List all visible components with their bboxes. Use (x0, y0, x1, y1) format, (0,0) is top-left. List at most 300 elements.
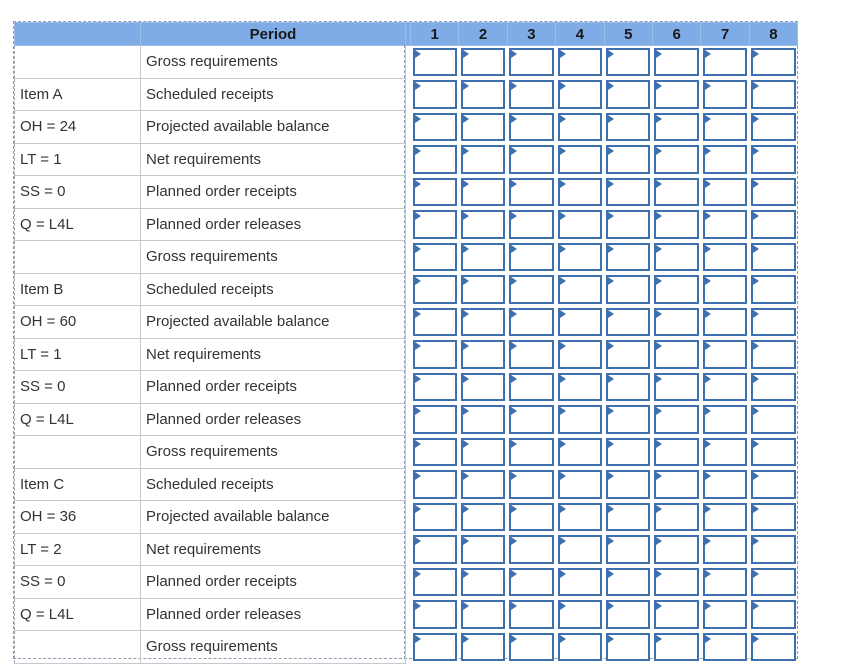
period-5-cell (604, 598, 652, 631)
period-8-cell (749, 273, 797, 306)
answer-input[interactable] (606, 373, 650, 402)
answer-input[interactable] (751, 80, 795, 109)
period-3-header: 3 (507, 23, 555, 46)
period-1-cell (411, 631, 459, 664)
answer-input[interactable] (703, 600, 747, 629)
period-5-cell (604, 273, 652, 306)
answer-input[interactable] (703, 340, 747, 369)
answer-input[interactable] (509, 145, 553, 174)
period-3-cell (507, 436, 555, 469)
answer-input[interactable] (413, 633, 457, 662)
answer-input[interactable] (509, 308, 553, 337)
period-4-cell (556, 533, 604, 566)
answer-input[interactable] (558, 145, 602, 174)
period-4-cell (556, 111, 604, 144)
answer-input[interactable] (606, 48, 650, 76)
period-7-cell (701, 533, 749, 566)
period-4-cell (556, 273, 604, 306)
answer-input[interactable] (654, 568, 698, 597)
table-row (15, 403, 798, 436)
answer-input[interactable] (461, 373, 505, 402)
answer-input[interactable] (606, 568, 650, 597)
answer-input[interactable] (703, 113, 747, 142)
period-5-cell (604, 468, 652, 501)
answer-input[interactable] (509, 48, 553, 76)
answer-input[interactable] (606, 243, 650, 272)
answer-input[interactable] (558, 210, 602, 239)
answer-input[interactable] (654, 308, 698, 337)
answer-input[interactable] (558, 243, 602, 272)
row-label: Planned order releases (141, 208, 406, 241)
answer-input[interactable] (413, 373, 457, 402)
table-row (15, 46, 798, 79)
answer-input[interactable] (703, 308, 747, 337)
answer-input[interactable] (461, 308, 505, 337)
period-7-cell (701, 46, 749, 79)
row-label: Planned order receipts (141, 176, 406, 209)
table-row (15, 143, 798, 176)
period-8-cell (749, 111, 797, 144)
row-label: Planned order receipts (141, 566, 406, 599)
answer-input[interactable] (751, 145, 795, 174)
answer-input[interactable] (509, 373, 553, 402)
period-6-cell (652, 111, 700, 144)
answer-input[interactable] (703, 470, 747, 499)
table-row (15, 566, 798, 599)
period-8-cell (749, 46, 797, 79)
answer-input[interactable] (413, 275, 457, 304)
period-3-cell (507, 176, 555, 209)
table-row (15, 371, 798, 404)
period-5-cell (604, 143, 652, 176)
period-5-cell (604, 403, 652, 436)
answer-input[interactable] (703, 633, 747, 662)
answer-input[interactable] (751, 48, 795, 76)
period-1-cell (411, 533, 459, 566)
answer-input[interactable] (654, 178, 698, 207)
answer-input[interactable] (654, 210, 698, 239)
period-4-cell (556, 338, 604, 371)
period-3-cell (507, 501, 555, 534)
answer-input[interactable] (751, 633, 795, 662)
period-5-cell (604, 533, 652, 566)
answer-input[interactable] (654, 113, 698, 142)
answer-input[interactable] (558, 405, 602, 434)
period-4-cell (556, 241, 604, 274)
item-info-cell: LT = 2 (15, 533, 141, 566)
answer-input[interactable] (509, 210, 553, 239)
answer-input[interactable] (461, 600, 505, 629)
answer-input[interactable] (461, 145, 505, 174)
period-2-cell (459, 501, 507, 534)
item-info-cell: SS = 0 (15, 566, 141, 599)
answer-input[interactable] (654, 80, 698, 109)
period-3-cell (507, 631, 555, 664)
answer-input[interactable] (751, 308, 795, 337)
answer-input[interactable] (654, 405, 698, 434)
period-4-cell (556, 631, 604, 664)
row-label: Gross requirements (141, 241, 406, 274)
period-2-cell (459, 176, 507, 209)
mrp-table (14, 22, 798, 664)
period-2-cell (459, 533, 507, 566)
period-3-cell (507, 241, 555, 274)
item-info-cell (15, 46, 141, 79)
period-1-cell (411, 566, 459, 599)
answer-input[interactable] (509, 113, 553, 142)
answer-input[interactable] (413, 210, 457, 239)
period-6-cell (652, 566, 700, 599)
answer-input[interactable] (461, 535, 505, 564)
answer-input[interactable] (461, 210, 505, 239)
period-4-cell (556, 306, 604, 339)
row-label: Planned order receipts (141, 371, 406, 404)
row-label: Scheduled receipts (141, 78, 406, 111)
answer-input[interactable] (751, 535, 795, 564)
answer-input[interactable] (751, 210, 795, 239)
answer-input[interactable] (509, 600, 553, 629)
period-2-cell (459, 338, 507, 371)
answer-input[interactable] (461, 243, 505, 272)
answer-input[interactable] (751, 503, 795, 532)
period-1-cell (411, 78, 459, 111)
row-label: Gross requirements (141, 436, 406, 469)
answer-input[interactable] (461, 568, 505, 597)
answer-input[interactable] (413, 243, 457, 272)
period-7-cell (701, 598, 749, 631)
answer-input[interactable] (654, 275, 698, 304)
period-1-cell (411, 111, 459, 144)
answer-input[interactable] (654, 340, 698, 369)
period-8-cell (749, 208, 797, 241)
answer-input[interactable] (509, 340, 553, 369)
answer-input[interactable] (606, 535, 650, 564)
period-1-header: 1 (411, 23, 459, 46)
answer-input[interactable] (461, 405, 505, 434)
row-label: Gross requirements (141, 631, 406, 664)
answer-input[interactable] (751, 243, 795, 272)
answer-input[interactable] (654, 633, 698, 662)
answer-input[interactable] (509, 178, 553, 207)
answer-input[interactable] (413, 145, 457, 174)
answer-input[interactable] (461, 470, 505, 499)
period-7-cell (701, 306, 749, 339)
answer-input[interactable] (413, 48, 457, 76)
answer-input[interactable] (558, 600, 602, 629)
period-1-cell (411, 176, 459, 209)
answer-input[interactable] (461, 438, 505, 467)
answer-input[interactable] (606, 178, 650, 207)
answer-input[interactable] (509, 405, 553, 434)
period-6-cell (652, 631, 700, 664)
answer-input[interactable] (751, 600, 795, 629)
answer-input[interactable] (751, 568, 795, 597)
period-6-cell (652, 598, 700, 631)
period-4-header: 4 (556, 23, 604, 46)
answer-input[interactable] (654, 438, 698, 467)
answer-input[interactable] (413, 535, 457, 564)
answer-input[interactable] (558, 275, 602, 304)
answer-input[interactable] (606, 503, 650, 532)
answer-input[interactable] (413, 503, 457, 532)
answer-input[interactable] (606, 405, 650, 434)
answer-input[interactable] (606, 600, 650, 629)
answer-input[interactable] (606, 145, 650, 174)
answer-input[interactable] (703, 48, 747, 76)
item-info-cell (15, 436, 141, 469)
table-row (15, 111, 798, 144)
row-label: Projected available balance (141, 306, 406, 339)
table-row (15, 631, 798, 664)
period-3-cell (507, 598, 555, 631)
period-4-cell (556, 403, 604, 436)
item-info-cell: LT = 1 (15, 143, 141, 176)
answer-input[interactable] (461, 48, 505, 76)
period-1-cell (411, 468, 459, 501)
answer-input[interactable] (558, 48, 602, 76)
answer-input[interactable] (509, 633, 553, 662)
row-label: Planned order releases (141, 403, 406, 436)
table-row (15, 598, 798, 631)
answer-input[interactable] (558, 568, 602, 597)
item-info-cell (15, 631, 141, 664)
period-4-cell (556, 566, 604, 599)
period-1-cell (411, 143, 459, 176)
period-3-cell (507, 371, 555, 404)
answer-input[interactable] (751, 405, 795, 434)
answer-input[interactable] (606, 80, 650, 109)
answer-input[interactable] (509, 243, 553, 272)
period-7-cell (701, 143, 749, 176)
period-5-cell (604, 338, 652, 371)
answer-input[interactable] (461, 80, 505, 109)
answer-input[interactable] (413, 113, 457, 142)
period-4-cell (556, 143, 604, 176)
answer-input[interactable] (558, 438, 602, 467)
answer-input[interactable] (558, 308, 602, 337)
answer-input[interactable] (751, 178, 795, 207)
row-label: Net requirements (141, 533, 406, 566)
period-2-cell (459, 436, 507, 469)
period-8-cell (749, 631, 797, 664)
answer-input[interactable] (413, 308, 457, 337)
answer-input[interactable] (558, 470, 602, 499)
answer-input[interactable] (751, 275, 795, 304)
answer-input[interactable] (461, 340, 505, 369)
period-8-cell (749, 436, 797, 469)
answer-input[interactable] (606, 633, 650, 662)
period-3-cell (507, 533, 555, 566)
answer-input[interactable] (509, 80, 553, 109)
period-7-cell (701, 403, 749, 436)
row-label: Gross requirements (141, 46, 406, 79)
answer-input[interactable] (509, 503, 553, 532)
answer-input[interactable] (558, 178, 602, 207)
period-5-header: 5 (604, 23, 652, 46)
period-5-cell (604, 631, 652, 664)
row-label: Projected available balance (141, 501, 406, 534)
answer-input[interactable] (461, 275, 505, 304)
row-label: Scheduled receipts (141, 273, 406, 306)
answer-input[interactable] (461, 503, 505, 532)
period-6-cell (652, 208, 700, 241)
period-1-cell (411, 598, 459, 631)
period-3-cell (507, 403, 555, 436)
answer-input[interactable] (606, 113, 650, 142)
answer-input[interactable] (751, 113, 795, 142)
answer-input[interactable] (558, 503, 602, 532)
answer-input[interactable] (751, 470, 795, 499)
answer-input[interactable] (558, 340, 602, 369)
period-6-cell (652, 338, 700, 371)
period-3-cell (507, 338, 555, 371)
period-5-cell (604, 241, 652, 274)
answer-input[interactable] (703, 145, 747, 174)
answer-input[interactable] (606, 340, 650, 369)
period-8-cell (749, 533, 797, 566)
period-3-cell (507, 468, 555, 501)
period-7-cell (701, 631, 749, 664)
period-8-cell (749, 403, 797, 436)
item-info-cell: LT = 1 (15, 338, 141, 371)
period-5-cell (604, 111, 652, 144)
period-8-cell (749, 338, 797, 371)
answer-input[interactable] (606, 470, 650, 499)
period-2-cell (459, 241, 507, 274)
item-info-cell: Item B (15, 273, 141, 306)
answer-input[interactable] (703, 178, 747, 207)
answer-input[interactable] (509, 275, 553, 304)
period-8-cell (749, 306, 797, 339)
answer-input[interactable] (558, 113, 602, 142)
table-row (15, 306, 798, 339)
period-6-cell (652, 403, 700, 436)
period-1-cell (411, 501, 459, 534)
answer-input[interactable] (413, 178, 457, 207)
answer-input[interactable] (461, 113, 505, 142)
item-info-cell: Q = L4L (15, 208, 141, 241)
item-info-cell: Q = L4L (15, 598, 141, 631)
answer-input[interactable] (413, 405, 457, 434)
answer-input[interactable] (654, 243, 698, 272)
period-3-cell (507, 143, 555, 176)
answer-input[interactable] (606, 210, 650, 239)
answer-input[interactable] (413, 600, 457, 629)
answer-input[interactable] (703, 210, 747, 239)
answer-input[interactable] (703, 243, 747, 272)
answer-input[interactable] (703, 503, 747, 532)
period-6-header: 6 (652, 23, 700, 46)
period-8-cell (749, 371, 797, 404)
answer-input[interactable] (654, 600, 698, 629)
answer-input[interactable] (703, 535, 747, 564)
item-info-cell: Q = L4L (15, 403, 141, 436)
period-5-cell (604, 436, 652, 469)
item-info-cell: OH = 60 (15, 306, 141, 339)
row-label: Net requirements (141, 143, 406, 176)
period-4-cell (556, 598, 604, 631)
period-6-cell (652, 176, 700, 209)
answer-input[interactable] (413, 438, 457, 467)
period-3-cell (507, 566, 555, 599)
answer-input[interactable] (703, 568, 747, 597)
answer-input[interactable] (413, 340, 457, 369)
answer-input[interactable] (509, 438, 553, 467)
period-1-cell (411, 436, 459, 469)
answer-input[interactable] (703, 80, 747, 109)
period-8-cell (749, 241, 797, 274)
period-5-cell (604, 566, 652, 599)
period-6-cell (652, 501, 700, 534)
table-body (15, 46, 798, 664)
answer-input[interactable] (703, 405, 747, 434)
table-row (15, 436, 798, 469)
answer-input[interactable] (509, 535, 553, 564)
period-1-cell (411, 403, 459, 436)
answer-input[interactable] (703, 438, 747, 467)
answer-input[interactable] (751, 373, 795, 402)
answer-input[interactable] (606, 438, 650, 467)
answer-input[interactable] (413, 568, 457, 597)
period-5-cell (604, 176, 652, 209)
table-row (15, 78, 798, 111)
answer-input[interactable] (654, 535, 698, 564)
answer-input[interactable] (606, 275, 650, 304)
period-5-cell (604, 208, 652, 241)
answer-input[interactable] (654, 145, 698, 174)
period-4-cell (556, 46, 604, 79)
period-6-cell (652, 468, 700, 501)
period-4-cell (556, 78, 604, 111)
answer-input[interactable] (606, 308, 650, 337)
period-8-cell (749, 78, 797, 111)
answer-input[interactable] (558, 80, 602, 109)
period-4-cell (556, 208, 604, 241)
answer-input[interactable] (654, 503, 698, 532)
answer-input[interactable] (654, 48, 698, 76)
answer-input[interactable] (461, 178, 505, 207)
period-1-cell (411, 208, 459, 241)
answer-input[interactable] (751, 438, 795, 467)
answer-input[interactable] (413, 470, 457, 499)
row-label: Net requirements (141, 338, 406, 371)
answer-input[interactable] (654, 373, 698, 402)
answer-input[interactable] (654, 470, 698, 499)
period-5-cell (604, 501, 652, 534)
answer-input[interactable] (509, 568, 553, 597)
period-2-cell (459, 306, 507, 339)
period-4-cell (556, 468, 604, 501)
item-info-cell: OH = 24 (15, 111, 141, 144)
period-5-cell (604, 78, 652, 111)
period-3-cell (507, 273, 555, 306)
period-6-cell (652, 46, 700, 79)
answer-input[interactable] (703, 275, 747, 304)
period-7-cell (701, 501, 749, 534)
answer-input[interactable] (461, 633, 505, 662)
answer-input[interactable] (413, 80, 457, 109)
table-row (15, 208, 798, 241)
answer-input[interactable] (751, 340, 795, 369)
answer-input[interactable] (558, 535, 602, 564)
answer-input[interactable] (558, 633, 602, 662)
item-info-cell: Item A (15, 78, 141, 111)
answer-input[interactable] (558, 373, 602, 402)
answer-input[interactable] (509, 470, 553, 499)
answer-input[interactable] (703, 373, 747, 402)
period-5-cell (604, 371, 652, 404)
period-4-cell (556, 436, 604, 469)
